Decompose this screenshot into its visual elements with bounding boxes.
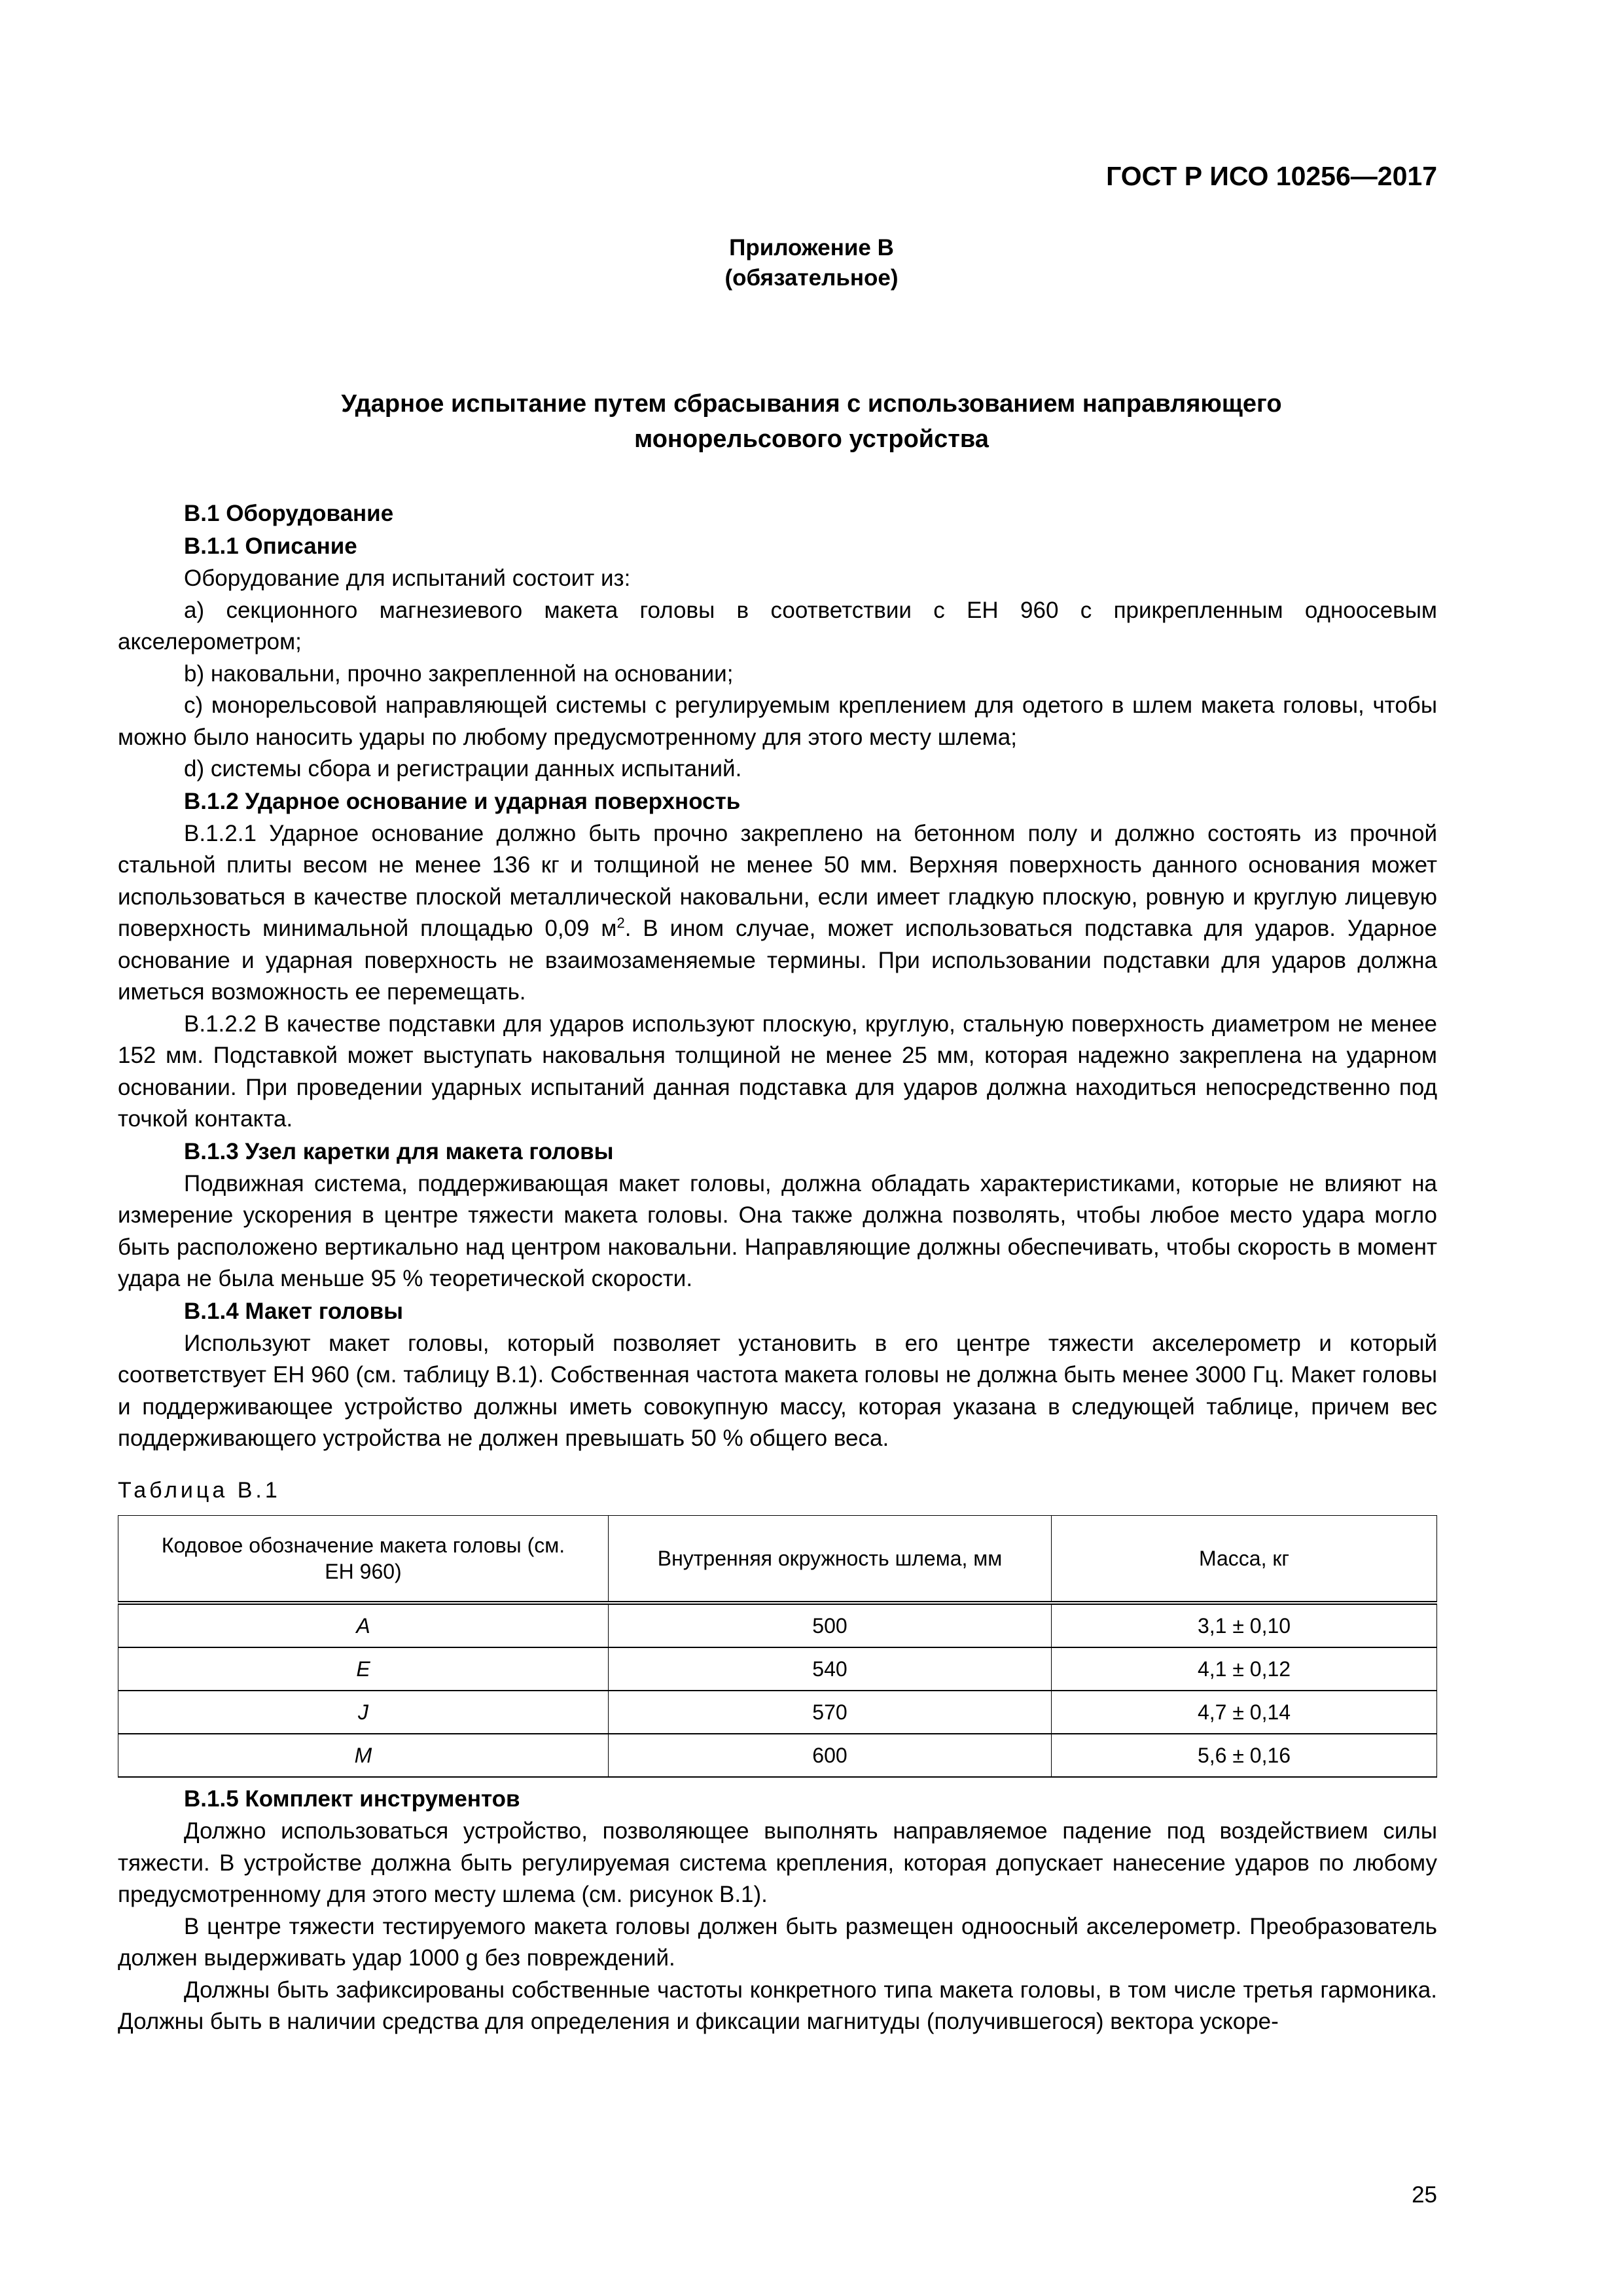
table-row <box>118 1691 1437 1734</box>
table-row <box>118 1603 1437 1647</box>
head-form-table <box>118 1515 1437 1778</box>
column-header: Внутренняя окружность шлема, мм <box>609 1516 1052 1604</box>
cell-circumference: 570 <box>609 1691 1052 1734</box>
paragraph: Должно использоваться устройство, позволяющее выполнять направляемое падение под воздействием силы тяжести. В устройстве должна быть регулируемая система крепления, которая допускает нанесение ударов по любому предусмотренному для этого месту шлема (см. рисунок В.1). <box>118 1818 1437 1907</box>
paragraph: Оборудование для испытаний состоит из: <box>184 565 631 591</box>
annex-heading <box>0 233 1623 293</box>
list-item: b) наковальни, прочно закрепленной на основании; <box>184 660 734 687</box>
annex-title <box>0 386 1623 457</box>
cell-code: J <box>118 1691 609 1734</box>
superscript: 2 <box>616 914 625 931</box>
cell-mass: 4,1 ± 0,12 <box>1052 1647 1437 1691</box>
column-header: Масса, кг <box>1052 1516 1437 1604</box>
section-heading-b12: В.1.2 Ударное основание и ударная поверхность <box>184 788 741 814</box>
cell-mass: 3,1 ± 0,10 <box>1052 1603 1437 1647</box>
annex-label: Приложение В <box>729 235 894 260</box>
text: В.1.2.1 Ударное основание должно быть прочно закреплено на бетонном полу и должно состоять из прочной стальной плиты весом не менее 136 кг и толщиной не менее 50 мм. Верхняя поверхность данного основания может использоваться в качестве плоской металлической наковальни, если имеет гладкую плоскую, ровную и круглую лицевую поверхность минимальной площадью 0,09 м <box>118 820 1437 941</box>
paragraph: Используют макет головы, который позволяет установить в его центре тяжести акселерометр и который соответствует ЕН 960 (см. таблицу В.1). Собственная частота макета головы не должна быть менее 3000 Гц. Макет головы и поддерживающее устройство должны иметь совокупную массу, которая указана в следующей таблице, причем вес поддерживающего устройства не должен превышать 50 % общего веса. <box>118 1330 1437 1451</box>
column-header: Кодовое обозначение макета головы (см. ЕН 960) <box>118 1516 609 1604</box>
list-item: d) системы сбора и регистрации данных испытаний. <box>184 756 742 781</box>
section-heading-b11: В.1.1 Описание <box>184 533 357 559</box>
paragraph-b121 <box>118 818 1437 1009</box>
section-heading-b1: В.1 Оборудование <box>184 501 394 526</box>
paragraph: Должны быть зафиксированы собственные частоты конкретного типа макета головы, в том числе третья гармоника. Должны быть в наличии средства для определения и фиксации магнитуды (получившегося) вектора ускоре- <box>118 1977 1437 2034</box>
table-row <box>118 1734 1437 1777</box>
paragraph-b122: В.1.2.2 В качестве подставки для ударов используют плоскую, круглую, стальную поверхность диаметром не менее 152 мм. Подставкой может выступать наковальня толщиной не менее 25 мм, которая надежно закреплена на ударном основании. При проведении ударных испытаний данная подставка для ударов должна находиться непосредственно под точкой контакта. <box>118 1011 1437 1132</box>
list-item: c) монорельсовой направляющей системы с регулируемым креплением для одетого в шлем макета головы, чтобы можно было наносить удары по любому предусмотренному для этого месту шлема; <box>118 692 1437 750</box>
cell-code: A <box>118 1603 609 1647</box>
section-heading-b15: В.1.5 Комплект инструментов <box>184 1786 520 1812</box>
document-body <box>118 497 1437 2038</box>
annex-status: (обязательное) <box>724 265 899 291</box>
table-caption: Таблица В.1 <box>118 1477 281 1503</box>
cell-mass: 4,7 ± 0,14 <box>1052 1691 1437 1734</box>
section-heading-b14: В.1.4 Макет головы <box>184 1298 403 1324</box>
cell-code: M <box>118 1734 609 1777</box>
table-header-row <box>118 1516 1437 1604</box>
paragraph: В центре тяжести тестируемого макета головы должен быть размещен одноосный акселерометр. Преобразователь должен выдерживать удар 1000 g без повреждений. <box>118 1913 1437 1971</box>
cell-circumference: 500 <box>609 1603 1052 1647</box>
page-number: 25 <box>1412 2182 1437 2208</box>
cell-circumference: 540 <box>609 1647 1052 1691</box>
text: . В ином случае, может использоваться подставка для ударов. Ударное основание и ударная поверхность не взаимозаменяемые термины. При использовании подставки для ударов должна иметься возможность ее перемещать. <box>118 916 1437 1005</box>
title-line-2: монорельсового устройства <box>634 425 989 453</box>
equipment-list <box>118 595 1437 785</box>
document-code: ГОСТ Р ИСО 10256—2017 <box>1106 161 1437 191</box>
table-row <box>118 1647 1437 1691</box>
list-item: а) секционного магнезиевого макета головы в соответствии с ЕН 960 с прикрепленным одноосевым акселерометром; <box>118 597 1437 655</box>
cell-circumference: 600 <box>609 1734 1052 1777</box>
section-heading-b13: В.1.3 Узел каретки для макета головы <box>184 1138 614 1164</box>
title-line-1: Ударное испытание путем сбрасывания с использованием направляющего <box>341 390 1282 418</box>
cell-code: E <box>118 1647 609 1691</box>
paragraph: Подвижная система, поддерживающая макет головы, должна обладать характеристиками, которые не влияют на измерение ускорения в центре тяжести макета головы. Она также должна позволять, чтобы любое место удара могло быть расположено вертикально над центром наковальни. Направляющие должны обеспечивать, чтобы скорость в момент удара не была меньше 95 % теоретической скорости. <box>118 1170 1437 1291</box>
cell-mass: 5,6 ± 0,16 <box>1052 1734 1437 1777</box>
